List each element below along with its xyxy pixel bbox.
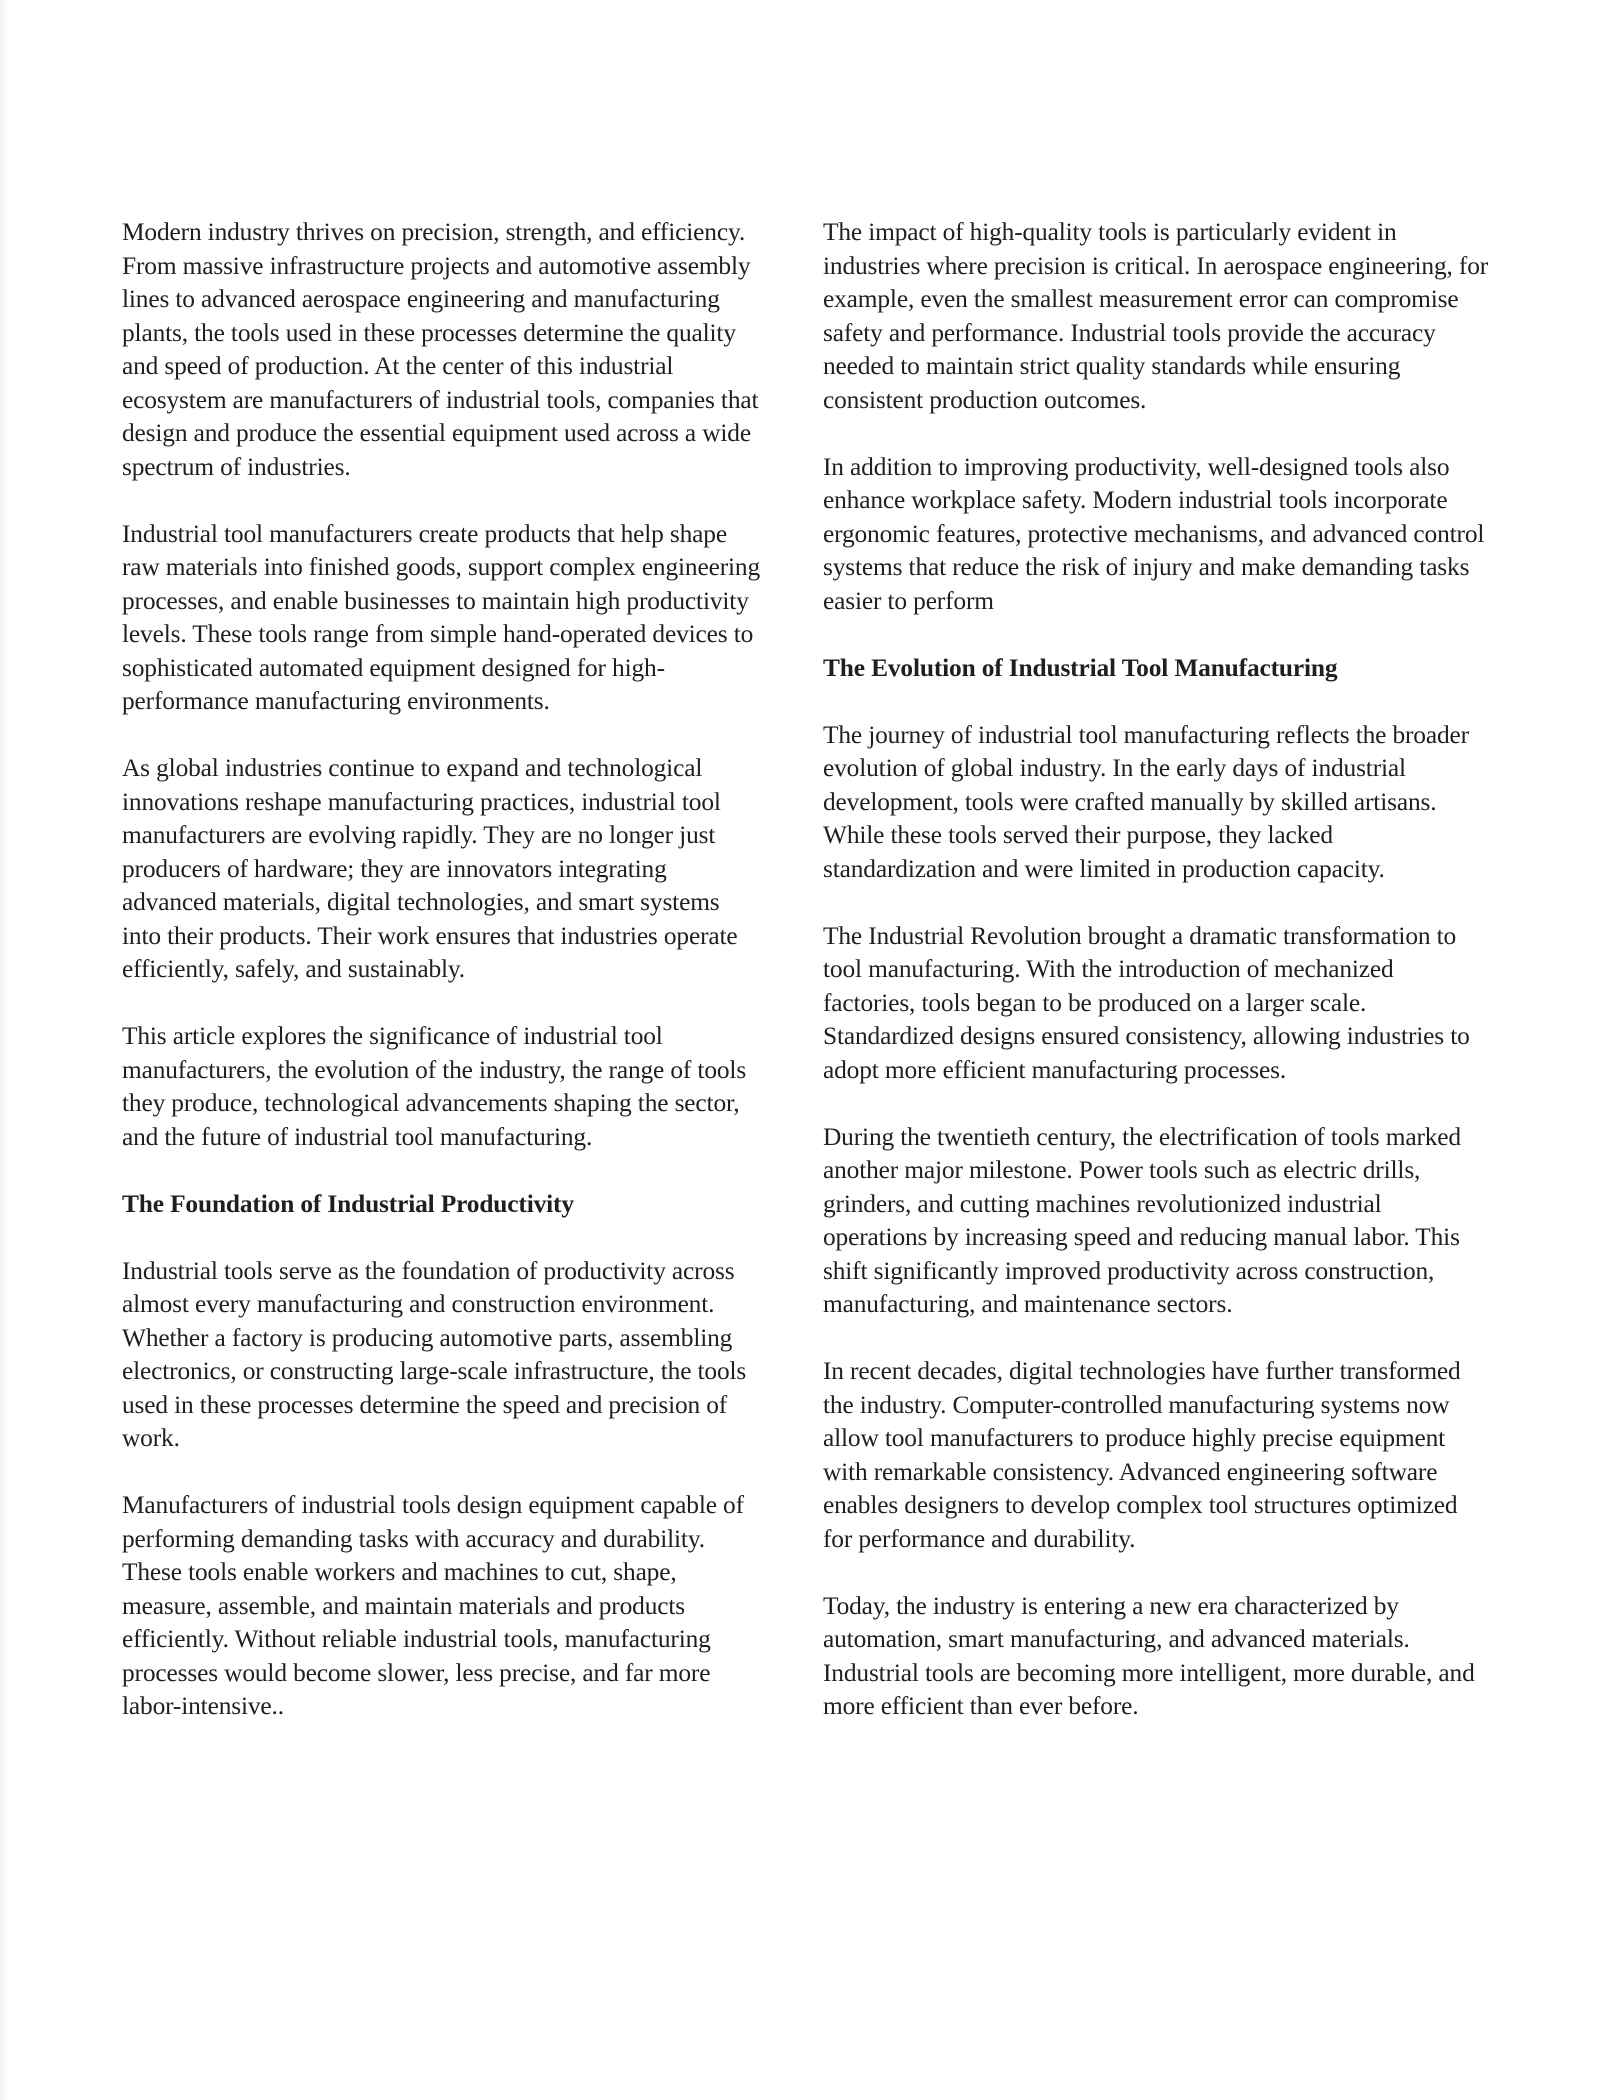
section-heading-evolution: The Evolution of Industrial Tool Manufacturing <box>823 653 1338 682</box>
safety-paragraph: In addition to improving productivity, well-designed tools also enhance workplace safety. Modern industrial tools incorporate ergonomic features, protective mechanisms, and advanced control systems that reduce the risk of injury and make demanding tasks easier to perform <box>823 452 1485 615</box>
evolution-paragraph-2: The Industrial Revolution brought a dramatic transformation to tool manufacturing. With the introduction of mechanized factories, tools began to be produced on a larger scale. Standardized designs ensured consistency, allowing industries to adopt more efficient manufacturing processes. <box>823 921 1470 1084</box>
intro-paragraph-3: As global industries continue to expand and technological innovations reshape manufacturing practices, industrial tool manufacturers are evolving rapidly. They are no longer just producers of hardware; they are innovators integrating advanced materials, digital technologies, and smart systems into their products. Their work ensures that industries operate efficiently, safely, and sustainably. <box>122 754 738 983</box>
foundation-paragraph-2: Manufacturers of industrial tools design equipment capable of performing demanding tasks with accuracy and durability. These tools enable workers and machines to cut, shape, measure, assemble, and maintain materials and products efficiently. Without reliable industrial tools, manufacturing processes would become slower, less precise, and far more labor-intensive.. <box>122 1491 744 1720</box>
intro-paragraph-2: Industrial tool manufacturers create products that help shape raw materials into finished goods, support complex engineering processes, and enable businesses to maintain high productivity levels. These tools range from simple hand-operated devices to sophisticated automated equipment designed for high-performance manufacturing environments. <box>122 519 761 715</box>
impact-paragraph: The impact of high-quality tools is particularly evident in industries where precision is critical. In aerospace engineering, for example, even the smallest measurement error can compromise safety and performance. Industrial tools provide the accuracy needed to maintain strict quality standards while ensuring consistent production outcomes. <box>823 218 1489 414</box>
intro-paragraph-4: This article explores the significance of industrial tool manufacturers, the evolution of the industry, the range of tools they produce, technological advancements shaping the sector, and the future of industrial tool manufacturing. <box>122 1022 747 1151</box>
section-heading-foundation: The Foundation of Industrial Productivity <box>122 1189 574 1218</box>
page-edge-shade <box>0 0 8 2100</box>
evolution-paragraph-5: Today, the industry is entering a new era characterized by automation, smart manufacturing, and advanced materials. Industrial tools are becoming more intelligent, more durable, and more efficient than ever before. <box>823 1591 1475 1720</box>
intro-paragraph-1: Modern industry thrives on precision, strength, and efficiency. From massive infrastructure projects and automotive assembly lines to advanced aerospace engineering and manufacturing plants, the tools used in these processes determine the quality and speed of production. At the center of this industrial ecosystem are manufacturers of industrial tools, companies that design and produce the essential equipment used across a wide spectrum of industries. <box>122 218 759 481</box>
evolution-paragraph-4: In recent decades, digital technologies have further transformed the industry. Computer-controlled manufacturing systems now allow tool manufacturers to produce highly precise equipment with remarkable consistency. Advanced engineering software enables designers to develop complex tool structures optimized for performance and durability. <box>823 1357 1461 1553</box>
foundation-paragraph-1: Industrial tools serve as the foundation of productivity across almost every manufacturing and construction environment. Whether a factory is producing automotive parts, assembling electronics, or constructing large-scale infrastructure, the tools used in these processes determine the speed and precision of work. <box>122 1256 747 1452</box>
evolution-paragraph-1: The journey of industrial tool manufacturing reflects the broader evolution of global industry. In the early days of industrial development, tools were crafted manually by skilled artisans. While these tools served their purpose, they lacked standardization and were limited in production capacity. <box>823 720 1469 883</box>
evolution-paragraph-3: During the twentieth century, the electrification of tools marked another major milestone. Power tools such as electric drills, grinders, and cutting machines revolutionized industrial operations by increasing speed and reducing manual labor. This shift significantly improved productivity across construction, manufacturing, and maintenance sectors. <box>823 1122 1461 1318</box>
right-column <box>823 216 1491 1757</box>
left-column <box>122 216 762 1757</box>
